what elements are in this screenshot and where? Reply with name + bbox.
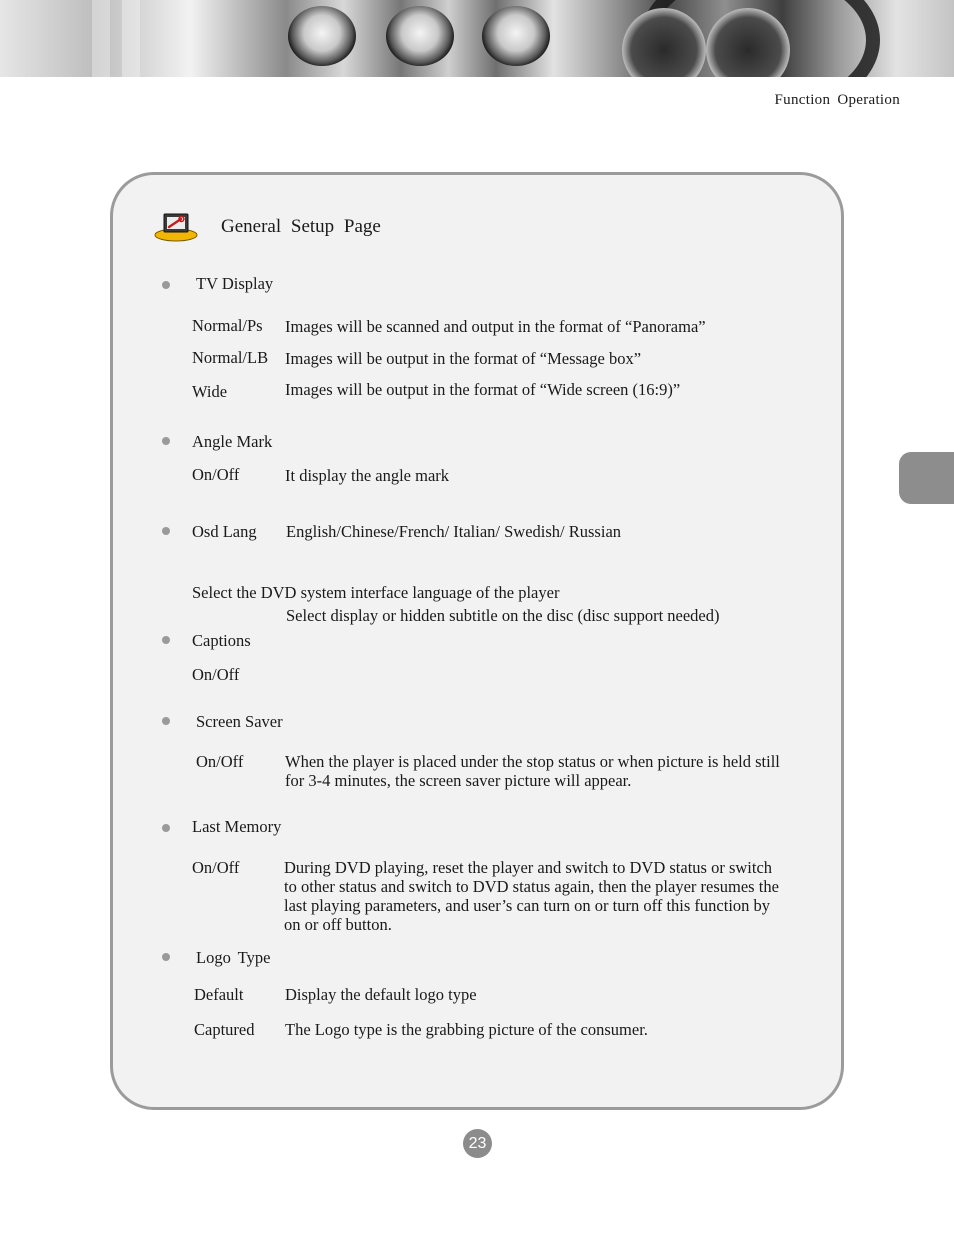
screen-saver-desc-line: for 3-4 minutes, the screen saver picture will appear.	[285, 771, 632, 790]
screen-saver-option: On/Off	[196, 752, 244, 771]
tv-display-option: Normal/Ps	[192, 316, 263, 335]
screen-saver-heading: Screen Saver	[196, 712, 283, 731]
angle-mark-heading: Angle Mark	[192, 432, 273, 451]
section-label: Function Operation	[774, 92, 900, 108]
angle-mark-option: On/Off	[192, 465, 240, 484]
tv-display-heading: TV Display	[196, 274, 274, 293]
captions-desc: Select display or hidden subtitle on the disc (disc support needed)	[286, 606, 720, 625]
bullet-dot-icon	[162, 717, 170, 725]
captions-heading: Captions	[192, 631, 251, 650]
last-memory-desc-line: last playing parameters, and user’s can turn on or turn off this function by	[284, 896, 771, 915]
tv-display-desc: Images will be output in the format of “Wide screen (16:9)”	[285, 380, 681, 399]
logo-type-desc: Display the default logo type	[285, 985, 477, 1004]
page-title: General Setup Page	[221, 216, 381, 237]
page-number: 23	[463, 1129, 492, 1158]
logo-type-option: Captured	[194, 1020, 255, 1039]
bullet-dot-icon	[162, 953, 170, 961]
header-banner-image	[0, 0, 954, 77]
tv-display-option: Wide	[192, 382, 228, 401]
logo-type-heading: Logo Type	[196, 948, 271, 967]
wrench-monitor-icon	[154, 212, 198, 242]
bullet-dot-icon	[162, 636, 170, 644]
captions-option: On/Off	[192, 665, 240, 684]
screen-saver-desc-line: When the player is placed under the stop status or when picture is held still	[285, 752, 780, 771]
last-memory-desc-line: During DVD playing, reset the player and switch to DVD status or switch	[284, 858, 773, 877]
tv-display-desc: Images will be scanned and output in the format of “Panorama”	[285, 317, 706, 336]
last-memory-desc-line: on or off button.	[284, 915, 392, 934]
osd-lang-heading: Osd Lang	[192, 522, 257, 541]
bullet-dot-icon	[162, 824, 170, 832]
osd-lang-options: English/Chinese/French/ Italian/ Swedish/ Russian	[286, 522, 622, 541]
bullet-dot-icon	[162, 281, 170, 289]
logo-type-option: Default	[194, 985, 244, 1004]
chapter-tab	[899, 452, 954, 504]
bullet-dot-icon	[162, 527, 170, 535]
last-memory-desc-line: to other status and switch to DVD status again, then the player resumes the	[284, 877, 779, 896]
logo-type-desc: The Logo type is the grabbing picture of the consumer.	[285, 1020, 648, 1039]
last-memory-heading: Last Memory	[192, 817, 282, 836]
tv-display-desc: Images will be output in the format of “Message box”	[285, 349, 642, 368]
last-memory-option: On/Off	[192, 858, 240, 877]
osd-lang-desc: Select the DVD system interface language of the player	[192, 583, 560, 602]
tv-display-option: Normal/LB	[192, 348, 269, 367]
angle-mark-desc: It display the angle mark	[285, 466, 450, 485]
bullet-dot-icon	[162, 437, 170, 445]
